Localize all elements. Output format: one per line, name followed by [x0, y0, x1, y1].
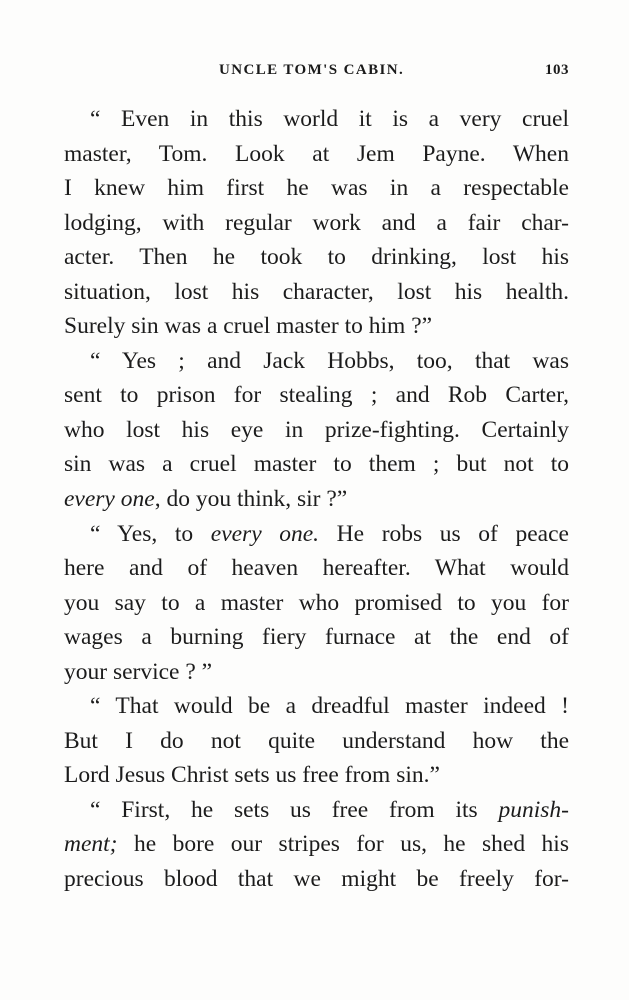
- text-line: [64, 551, 569, 586]
- text-segment: acter. Then he took to drinking, lost his: [64, 244, 569, 271]
- text-segment: wages a burning fiery furnace at the end of: [64, 624, 569, 651]
- text-line: [64, 102, 569, 137]
- text-segment: Lord Jesus Christ sets us free from sin.”: [64, 762, 440, 789]
- text-segment: “ First, he sets us free from its: [90, 796, 499, 823]
- text-segment: he bore our stripes for us, he shed his: [117, 831, 569, 858]
- page-number: 103: [545, 62, 569, 78]
- text-line: [64, 655, 569, 690]
- text-line: [64, 240, 569, 275]
- running-head: [64, 62, 569, 84]
- text-line: [64, 447, 569, 482]
- text-line: [64, 689, 569, 724]
- text-line: [64, 724, 569, 759]
- body-text: [64, 102, 569, 897]
- text-line: [64, 171, 569, 206]
- text-segment: I knew him first he was in a respectable: [64, 175, 569, 202]
- text-segment: sent to prison for stealing ; and Rob Carter,: [64, 382, 569, 409]
- text-line: [64, 206, 569, 241]
- text-line: [64, 517, 569, 552]
- text-line: [64, 344, 569, 379]
- text-segment: precious blood that we might be freely for-: [64, 866, 569, 893]
- text-line: [64, 862, 569, 897]
- text-segment: you say to a master who promised to you for: [64, 589, 569, 616]
- text-line: [64, 620, 569, 655]
- text-segment: Surely sin was a cruel master to him ?”: [64, 313, 433, 340]
- text-segment: here and of heaven hereafter. What would: [64, 555, 569, 582]
- italic-text: every one.: [210, 520, 320, 547]
- text-line: [64, 137, 569, 172]
- running-title: UNCLE TOM'S CABIN.: [219, 62, 405, 78]
- text-segment: “ Yes, to: [90, 520, 211, 547]
- text-line: [64, 758, 569, 793]
- text-line: [64, 482, 569, 517]
- text-line: [64, 413, 569, 448]
- text-segment: But I do not quite understand how the: [64, 727, 569, 754]
- text-segment: , do you think, sir ?”: [154, 486, 348, 513]
- text-segment: “ Yes ; and Jack Hobbs, too, that was: [90, 347, 569, 374]
- text-segment: your service ? ”: [64, 658, 213, 685]
- italic-text: every one: [64, 486, 155, 513]
- italic-text: punish-: [498, 796, 569, 823]
- text-segment: He robs us of peace: [319, 520, 569, 547]
- text-segment: “ Even in this world it is a very cruel: [90, 106, 569, 132]
- text-segment: situation, lost his character, lost his health.: [64, 278, 569, 305]
- text-segment: who lost his eye in prize-fighting. Certainly: [64, 416, 569, 443]
- text-segment: lodging, with regular work and a fair char-: [64, 209, 569, 236]
- text-line: [64, 309, 569, 344]
- text-line: [64, 378, 569, 413]
- text-segment: sin was a cruel master to them ; but not to: [64, 451, 569, 478]
- text-line: [64, 586, 569, 621]
- text-line: [64, 827, 569, 862]
- text-segment: “ That would be a dreadful master indeed !: [90, 693, 569, 720]
- text-line: [64, 275, 569, 310]
- text-segment: master, Tom. Look at Jem Payne. When: [64, 140, 569, 167]
- italic-text: ment;: [64, 831, 118, 858]
- text-line: [64, 793, 569, 828]
